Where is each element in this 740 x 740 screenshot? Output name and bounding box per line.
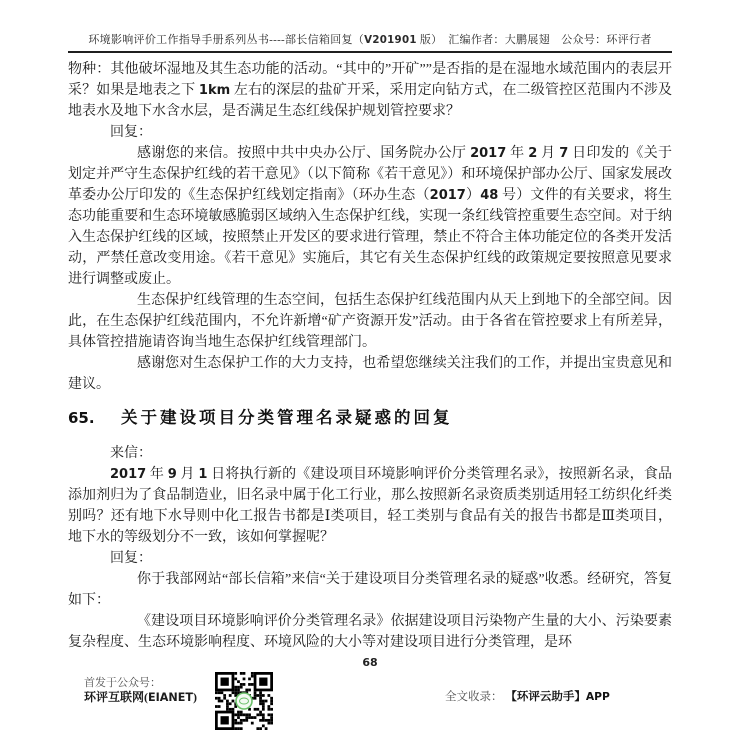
section-heading xyxy=(68,404,672,428)
paragraph: 物种：其他破坏湿地及其生态功能的活动。“其中的”开矿””是否指的是在湿地水域范围内的表层开采？如果是地表之下 1km 左右的深层的盐矿开采，采用定向钻方式，在二级管控区范围内不涉及地表水及地下水含水层，是否满足生态红线保护规划管控要求？ xyxy=(68,62,672,119)
page-number: 68 xyxy=(362,656,378,669)
qr-code xyxy=(215,672,273,738)
section-number: 65. xyxy=(68,409,95,427)
footer-publisher-name: 环评互联网(EIANET) xyxy=(84,690,197,704)
paragraph: 回复： xyxy=(110,125,152,140)
paragraph: 2017 年 9 月 1 日将执行新的《建设项目环境影响评价分类管理名录》，按照新名录，食品添加剂归为了食品制造业，旧名录中属于化工行业，那么按照新名录资质类别适用轻工纺织化纤类别吗？还有地下水导则中化工报告书都是Ⅰ类项目，轻工类别与食品有关的报告书都是Ⅲ类项目，地下水的等级划分不一致，该如何掌握呢？ xyxy=(68,467,672,545)
paragraph: 《建设项目环境影响评价分类管理名录》依据建设项目污染物产生量的大小、污染要素复杂程度、生态环境影响程度、环境风险的大小等对建设项目进行分类管理，是环 xyxy=(68,614,672,650)
paragraph: 感谢您对生态保护工作的大力支持，也希望您继续关注我们的工作，并提出宝贵意见和建议。 xyxy=(68,356,672,392)
document-body xyxy=(68,59,672,653)
paragraph: 生态保护红线管理的生态空间，包括生态保护红线范围内从天上到地下的全部空间。因此，在生态保护红线范围内，不允许新增“矿产资源开发”活动。由于各省在管控要求上有所差异，具体管控措施请咨询当地生态保护红线管理部门。 xyxy=(68,293,672,350)
qr-code-image xyxy=(215,672,273,730)
footer-publisher-label: 首发于公众号： xyxy=(84,677,161,689)
footer-collection xyxy=(445,688,610,704)
footer-publisher xyxy=(84,676,197,705)
footer-collection-app: 【环评云助手】APP xyxy=(505,690,610,703)
paragraph: 来信： xyxy=(110,446,152,461)
page-header: 环境影响评价工作指导手册系列丛书----部长信箱回复（V201901 版） 汇编作者：大鹏展翅 公众号：环评行者 xyxy=(68,31,672,53)
paragraph: 感谢您的来信。按照中共中央办公厅、国务院办公厅 2017 年 2 月 7 日印发的《关于划定并严守生态保护红线的若干意见》（以下简称《若干意见》）和环境保护部办公厅、国家发展改革委办公厅印发的《生态保护红线划定指南》（环办生态（2017）48 号）文件的有关要求，将生态功能重要和生态环境敏感脆弱区域纳入生态保护红线，实现一条红线管控重要生态空间。对于纳入生态保护红线的区域，按照禁止开发区的要求进行管理，禁止不符合主体功能定位的各类开发活动，严禁任意改变用途。《若干意见》实施后，其它有关生态保护红线的政策规定要按照意见要求进行调整或废止。 xyxy=(68,146,672,287)
section-title: 关于建设项目分类管理名录疑惑的回复 xyxy=(121,408,453,427)
paragraph: 你于我部网站“部长信箱”来信“关于建设项目分类管理名录的疑惑”收悉。经研究，答复如下： xyxy=(68,572,672,608)
paragraph: 回复： xyxy=(110,551,152,566)
footer-collection-label: 全文收录： xyxy=(445,691,503,703)
